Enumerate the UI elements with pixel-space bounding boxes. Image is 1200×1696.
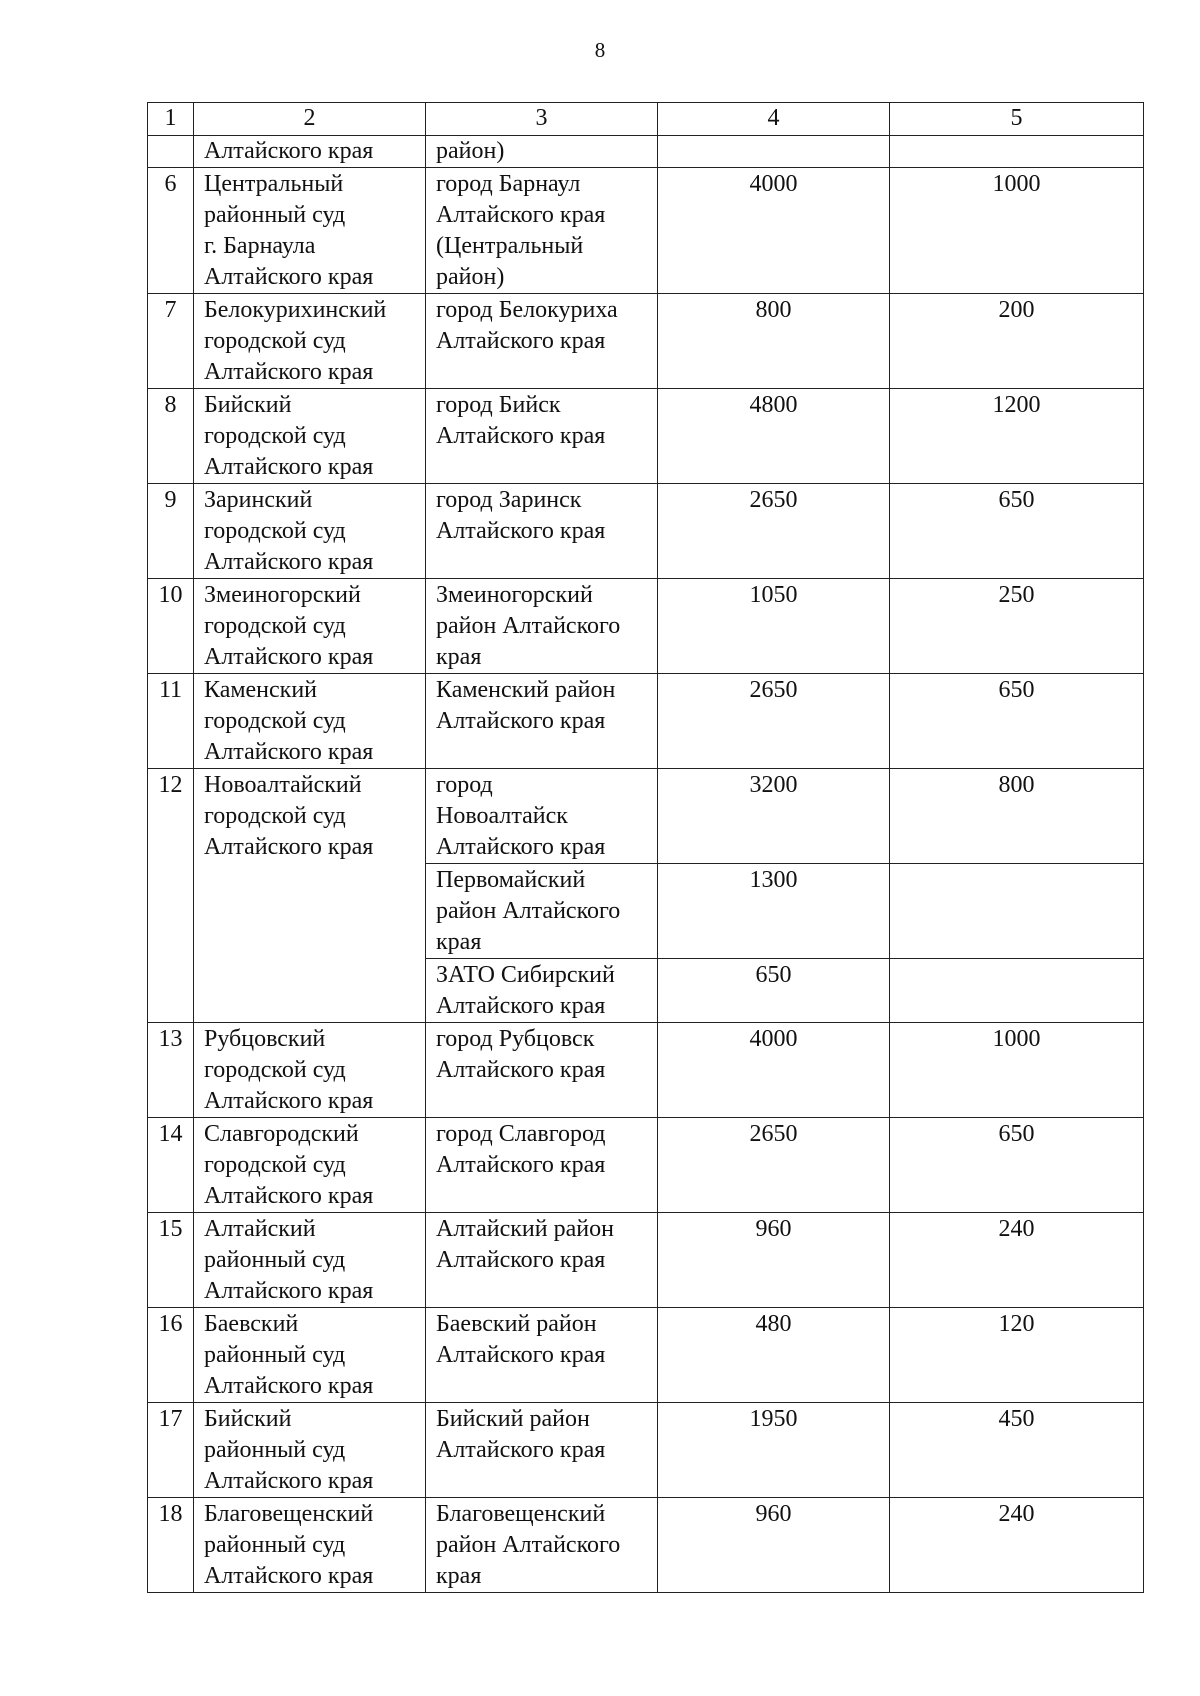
territory <box>426 579 658 674</box>
territory <box>426 294 658 389</box>
header-cell: 5 <box>890 103 1144 136</box>
territory <box>426 864 658 959</box>
row-number: 11 <box>148 674 194 769</box>
cell-line: городской суд <box>204 613 346 639</box>
cell-line: район) <box>436 264 505 290</box>
value-col4: 4800 <box>658 389 890 484</box>
row-number: 14 <box>148 1118 194 1213</box>
header-row <box>148 103 1144 136</box>
territory <box>426 389 658 484</box>
court-name <box>194 579 426 674</box>
cell-line: городской суд <box>204 1057 346 1083</box>
court-name <box>194 674 426 769</box>
cell-line: Центральный <box>204 171 344 197</box>
court-name <box>194 1403 426 1498</box>
row-number: 15 <box>148 1213 194 1308</box>
territory <box>426 484 658 579</box>
cell-line: районный суд <box>204 1532 346 1558</box>
value-col4: 3200 <box>658 769 890 864</box>
cell-line: городской суд <box>204 328 346 354</box>
cell-line: г. Барнаула <box>204 233 316 259</box>
value-col4: 1300 <box>658 864 890 959</box>
cell-line: Каменский <box>204 677 318 703</box>
table-row <box>148 1498 1144 1593</box>
territory <box>426 1023 658 1118</box>
cell-line: Алтайского края <box>436 1342 606 1368</box>
territory <box>426 1308 658 1403</box>
value-col5: 240 <box>890 1498 1144 1593</box>
cell-line: Алтайский <box>204 1216 316 1242</box>
table-row <box>148 136 1144 168</box>
row-number: 8 <box>148 389 194 484</box>
table-row <box>148 1118 1144 1213</box>
header-cell: 1 <box>148 103 194 136</box>
territory <box>426 769 658 864</box>
cell-line: Алтайского края <box>436 328 606 354</box>
cell-line: Алтайского края <box>204 1278 374 1304</box>
row-number: 12 <box>148 769 194 1023</box>
territory <box>426 168 658 294</box>
cell-line: Алтайского края <box>204 1373 374 1399</box>
cell-line: Первомайский <box>436 867 586 893</box>
territory <box>426 1403 658 1498</box>
cell-line: края <box>436 644 482 670</box>
header-cell: 3 <box>426 103 658 136</box>
cell-line: Бийский <box>204 1406 292 1432</box>
value-col5: 1000 <box>890 1023 1144 1118</box>
cell-line: городской суд <box>204 708 346 734</box>
row-number: 17 <box>148 1403 194 1498</box>
cell-line: Змеиногорский <box>436 582 593 608</box>
value-col4 <box>658 136 890 168</box>
table-row <box>148 579 1144 674</box>
cell-line: Алтайского края <box>204 1563 374 1589</box>
cell-line: районный суд <box>204 1342 346 1368</box>
court-name <box>194 168 426 294</box>
court-name <box>194 1213 426 1308</box>
value-col5: 1200 <box>890 389 1144 484</box>
row-number: 16 <box>148 1308 194 1403</box>
cell-line: Бийский район <box>436 1406 590 1432</box>
value-col4: 4000 <box>658 168 890 294</box>
cell-line: Благовещенский <box>204 1501 374 1527</box>
row-number: 7 <box>148 294 194 389</box>
cell-line: Алтайского края <box>204 739 374 765</box>
cell-line: Алтайского края <box>436 993 606 1019</box>
cell-line: Славгородский <box>204 1121 359 1147</box>
cell-line: Каменский район <box>436 677 616 703</box>
court-name <box>194 1308 426 1403</box>
value-col5: 650 <box>890 1118 1144 1213</box>
table-row <box>148 389 1144 484</box>
value-col4: 650 <box>658 959 890 1023</box>
cell-line: город Рубцовск <box>436 1026 595 1052</box>
value-col5: 250 <box>890 579 1144 674</box>
table-row <box>148 1213 1144 1308</box>
row-number <box>148 136 194 168</box>
row-number: 9 <box>148 484 194 579</box>
value-col5: 800 <box>890 769 1144 864</box>
page-number: 8 <box>594 38 606 62</box>
value-col4: 960 <box>658 1213 890 1308</box>
cell-line: (Центральный <box>436 233 584 259</box>
cell-line: Новоалтайск <box>436 803 568 829</box>
cell-line: Алтайского края <box>204 359 374 385</box>
value-col5: 120 <box>890 1308 1144 1403</box>
cell-line: Алтайского края <box>436 1247 606 1273</box>
table-row <box>148 168 1144 294</box>
cell-line: районный суд <box>204 1247 346 1273</box>
cell-line: Алтайского края <box>204 549 374 575</box>
table-row <box>148 1023 1144 1118</box>
value-col5: 650 <box>890 484 1144 579</box>
header-cell: 2 <box>194 103 426 136</box>
cell-line: город Бийск <box>436 392 561 418</box>
court-name <box>194 484 426 579</box>
row-number: 13 <box>148 1023 194 1118</box>
cell-line: район Алтайского <box>436 898 621 924</box>
cell-line: Рубцовский <box>204 1026 326 1052</box>
cell-line: Змеиногорский <box>204 582 361 608</box>
cell-line: Алтайского края <box>204 644 374 670</box>
court-name <box>194 389 426 484</box>
cell-line: Баевский район <box>436 1311 597 1337</box>
cell-line: Бийский <box>204 392 292 418</box>
court-name <box>194 294 426 389</box>
cell-line: городской суд <box>204 518 346 544</box>
table-row <box>148 484 1144 579</box>
value-col5: 1000 <box>890 168 1144 294</box>
court-table <box>147 102 1144 1593</box>
cell-line: городской суд <box>204 423 346 449</box>
cell-line: район) <box>436 138 505 164</box>
cell-line: Заринский <box>204 487 313 513</box>
cell-line: Алтайского края <box>436 423 606 449</box>
cell-line: городской суд <box>204 1152 346 1178</box>
value-col4: 1950 <box>658 1403 890 1498</box>
court-name <box>194 1023 426 1118</box>
value-col4: 2650 <box>658 674 890 769</box>
cell-line: Белокурихинский <box>204 297 387 323</box>
cell-line: город Белокуриха <box>436 297 618 323</box>
value-col5 <box>890 959 1144 1023</box>
cell-line: Алтайского края <box>204 138 374 164</box>
cell-line: районный суд <box>204 202 346 228</box>
territory <box>426 136 658 168</box>
cell-line: Алтайского края <box>436 518 606 544</box>
cell-line: края <box>436 1563 482 1589</box>
cell-line: Баевский <box>204 1311 299 1337</box>
cell-line: районный суд <box>204 1437 346 1463</box>
cell-line: город Славгород <box>436 1121 606 1147</box>
cell-line: ЗАТО Сибирский <box>436 962 615 988</box>
value-col5 <box>890 864 1144 959</box>
row-number: 18 <box>148 1498 194 1593</box>
value-col5: 450 <box>890 1403 1144 1498</box>
cell-line: район Алтайского <box>436 613 621 639</box>
cell-line: Алтайского края <box>436 708 606 734</box>
cell-line: Алтайского края <box>436 1057 606 1083</box>
row-number: 10 <box>148 579 194 674</box>
cell-line: Алтайского края <box>204 1468 374 1494</box>
cell-line: Алтайского края <box>436 1152 606 1178</box>
value-col4: 4000 <box>658 1023 890 1118</box>
territory <box>426 1118 658 1213</box>
territory <box>426 1213 658 1308</box>
cell-line: Алтайского края <box>204 1183 374 1209</box>
cell-line: Новоалтайский <box>204 772 362 798</box>
court-name <box>194 1498 426 1593</box>
cell-line: края <box>436 929 482 955</box>
cell-line: Алтайского края <box>204 1088 374 1114</box>
cell-line: город Заринск <box>436 487 582 513</box>
value-col4: 800 <box>658 294 890 389</box>
row-number: 6 <box>148 168 194 294</box>
cell-line: Алтайского края <box>204 834 374 860</box>
table-row <box>148 769 1144 864</box>
territory <box>426 1498 658 1593</box>
territory <box>426 959 658 1023</box>
cell-line: Алтайского края <box>204 264 374 290</box>
territory <box>426 674 658 769</box>
cell-line: городской суд <box>204 803 346 829</box>
court-name <box>194 136 426 168</box>
table-row <box>148 1308 1144 1403</box>
cell-line: Алтайского края <box>436 834 606 860</box>
cell-line: Алтайского края <box>204 454 374 480</box>
table-row <box>148 294 1144 389</box>
value-col5: 200 <box>890 294 1144 389</box>
cell-line: город <box>436 772 493 798</box>
cell-line: Алтайского края <box>436 202 606 228</box>
value-col4: 2650 <box>658 484 890 579</box>
cell-line: город Барнаул <box>436 171 581 197</box>
value-col5 <box>890 136 1144 168</box>
value-col4: 2650 <box>658 1118 890 1213</box>
court-name <box>194 1118 426 1213</box>
value-col4: 960 <box>658 1498 890 1593</box>
value-col4: 1050 <box>658 579 890 674</box>
table-row <box>148 674 1144 769</box>
value-col4: 480 <box>658 1308 890 1403</box>
cell-line: Алтайский район <box>436 1216 614 1242</box>
value-col5: 650 <box>890 674 1144 769</box>
header-cell: 4 <box>658 103 890 136</box>
court-name <box>194 769 426 1023</box>
value-col5: 240 <box>890 1213 1144 1308</box>
cell-line: район Алтайского <box>436 1532 621 1558</box>
cell-line: Благовещенский <box>436 1501 606 1527</box>
cell-line: Алтайского края <box>436 1437 606 1463</box>
table-row <box>148 1403 1144 1498</box>
